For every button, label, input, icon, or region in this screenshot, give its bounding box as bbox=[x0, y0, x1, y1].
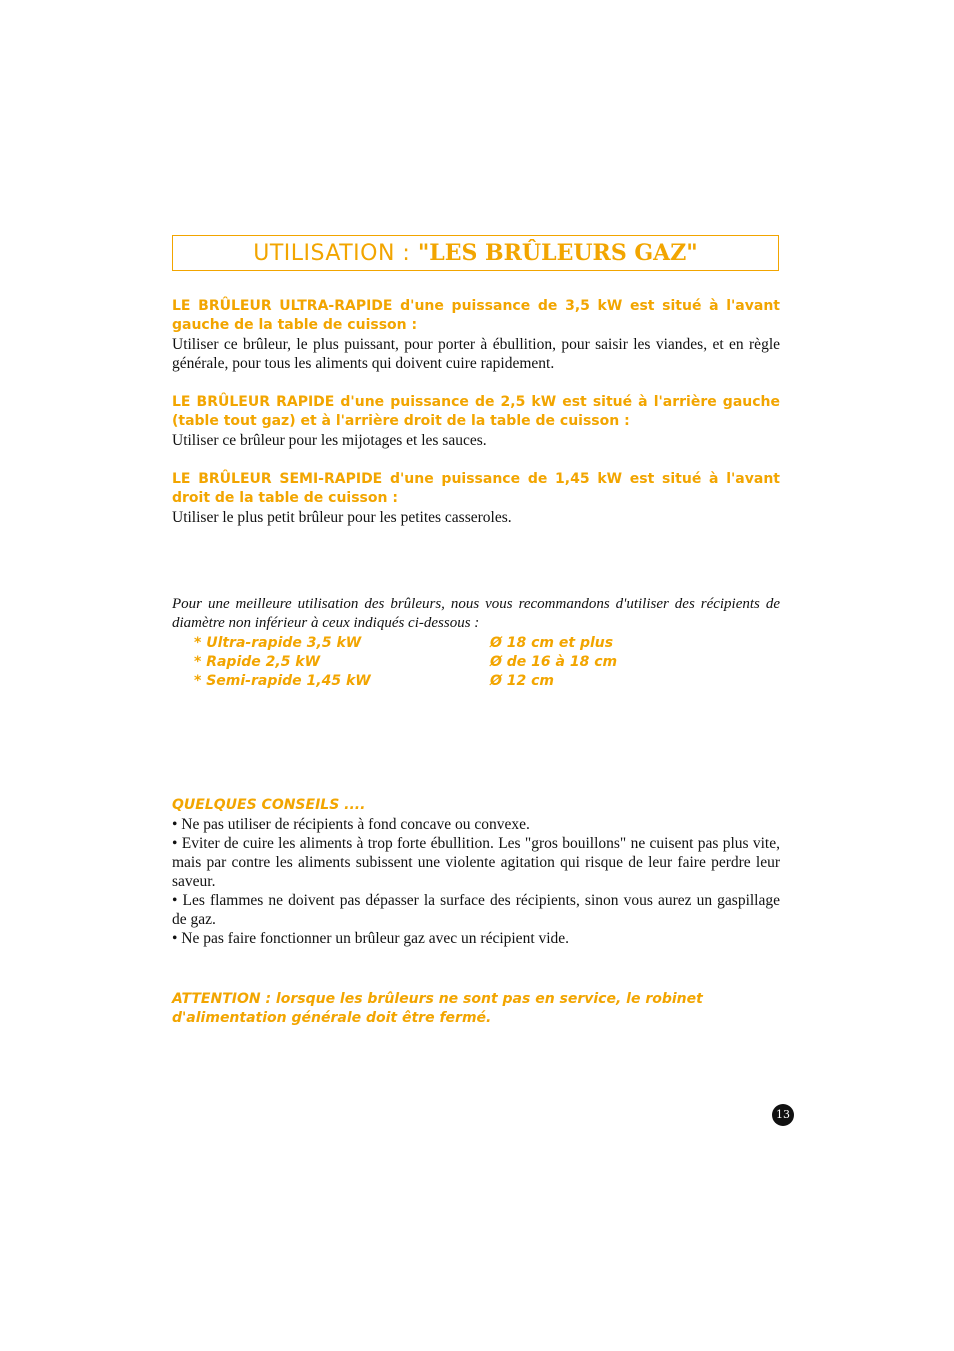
size-diameter: Ø 18 cm et plus bbox=[490, 635, 614, 651]
burner-section-semi-rapide bbox=[172, 470, 780, 527]
burner-section-rapide bbox=[172, 393, 780, 450]
warning-text: ATTENTION : lorsque les brûleurs ne sont pas en service, le robinet d'alimentation générale doit être fermé. bbox=[172, 991, 703, 1026]
burner-heading: LE BRÛLEUR RAPIDE d'une puissance de 2,5 kW est situé à l'arrière gauche (table tout gaz) et à l'arrière droit de la table de cuisson : bbox=[172, 394, 780, 429]
burner-heading: LE BRÛLEUR ULTRA-RAPIDE d'une puissance de 3,5 kW est situé à l'avant gauche de la table de cuisson : bbox=[172, 298, 780, 333]
tip-item: • Ne pas faire fonctionner un brûleur gaz avec un récipient vide. bbox=[172, 930, 570, 947]
recommendation-text: Pour une meilleure utilisation des brûleurs, nous vous recommandons d'utiliser des récipients de diamètre non inférieur à ceux indiqués ci-dessous : bbox=[172, 596, 780, 631]
burner-text: Utiliser le plus petit brûleur pour les petites casseroles. bbox=[172, 509, 512, 526]
warning-section bbox=[172, 990, 780, 1028]
size-diameter: Ø 12 cm bbox=[490, 673, 555, 689]
tips-section bbox=[172, 796, 780, 948]
burner-section-ultra-rapide bbox=[172, 297, 780, 373]
burner-text: Utiliser ce brûleur, le plus puissant, pour porter à ébullition, pour saisir les viandes, et en règle générale, pour tous les aliments qui doivent cuire rapidement. bbox=[172, 336, 780, 372]
title-bold: "LES BRÛLEURS GAZ" bbox=[417, 240, 698, 266]
size-burner: * Semi-rapide 1,45 kW bbox=[194, 673, 371, 689]
tip-item: • Ne pas utiliser de récipients à fond concave ou convexe. bbox=[172, 816, 530, 833]
tips-heading: QUELQUES CONSEILS .... bbox=[172, 797, 366, 813]
burner-heading: LE BRÛLEUR SEMI-RAPIDE d'une puissance de 1,45 kW est situé à l'avant droit de la table de cuisson : bbox=[172, 471, 780, 506]
recommendation bbox=[172, 595, 780, 633]
size-burner: * Ultra-rapide 3,5 kW bbox=[194, 635, 362, 651]
burner-text: Utiliser ce brûleur pour les mijotages et les sauces. bbox=[172, 432, 487, 449]
size-burner: * Rapide 2,5 kW bbox=[194, 654, 321, 670]
page-title bbox=[172, 235, 779, 271]
title-light: UTILISATION : bbox=[253, 241, 418, 266]
page-number: 13 bbox=[772, 1104, 794, 1126]
tip-item: • Les flammes ne doivent pas dépasser la surface des récipients, sinon vous aurez un gaspillage de gaz. bbox=[172, 892, 780, 928]
tip-item: • Eviter de cuire les aliments à trop forte ébullition. Les "gros bouillons" ne cuisent pas plus vite, mais par contre les aliments subissent une violente agitation qui risque de leur faire perdre leur saveur. bbox=[172, 835, 780, 890]
size-diameter: Ø de 16 à 18 cm bbox=[490, 654, 618, 670]
